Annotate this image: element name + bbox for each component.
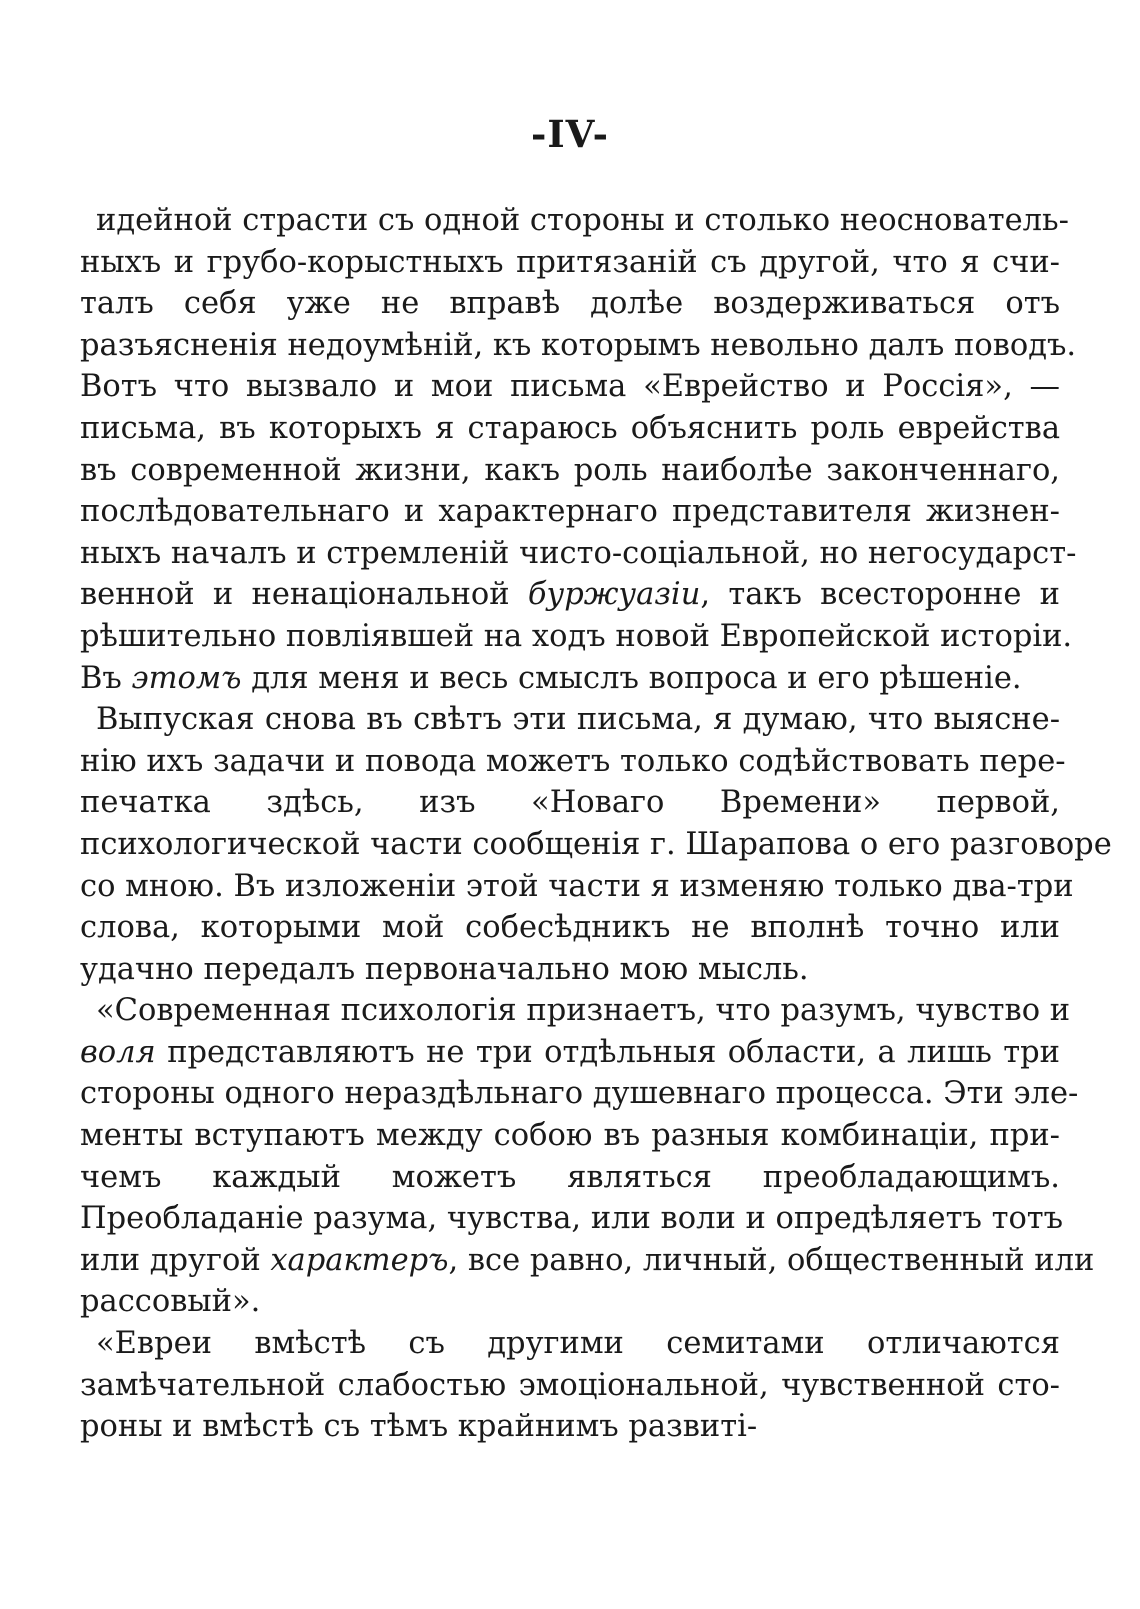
- text-line: стороны одного нераздѣльнаго душевнаго процесса. Эти эле-: [80, 1076, 1079, 1112]
- text-line: идейной страсти съ одной стороны и столько неоснователь-: [96, 203, 1069, 238]
- text-line: роны и вмѣстѣ съ тѣмъ крайнимъ развиті-: [80, 1409, 758, 1445]
- text-line: разъясненія недоумѣній, къ которымъ невольно далъ поводъ.: [80, 327, 1077, 363]
- italic-term: буржуазіи: [527, 577, 701, 613]
- text-line: рѣшительно повліявшей на ходъ новой Европейской исторіи.: [80, 618, 1073, 654]
- text-line: ныхъ началъ и стремленій чисто-соціальной, но негосударст-: [80, 535, 1077, 571]
- text-fragment: , такъ всесторонне и: [700, 577, 1060, 613]
- text-line: [80, 574, 1060, 616]
- text-line: ныхъ и грубо-корыстныхъ притязаній съ другой, что я счи-: [80, 244, 1060, 280]
- text-line: слова, которыми мой собесѣдникъ не вполнѣ точно или: [80, 910, 1060, 946]
- text-line: Вотъ что вызвало и мои письма «Еврейство и Россія», —: [80, 369, 1060, 405]
- text-line: рассовый».: [80, 1284, 261, 1320]
- text-line: замѣчательной слабостью эмоціональной, чувственной сто-: [80, 1367, 1060, 1403]
- text-line: печатка здѣсь, изъ «Новаго Времени» первой,: [80, 785, 1060, 821]
- text-line: нію ихъ задачи и повода можетъ только содѣйствовать пере-: [80, 743, 1066, 779]
- text-fragment: представляютъ не три отдѣльныя области, а лишь три: [155, 1034, 1060, 1070]
- text-fragment: или другой: [80, 1242, 271, 1278]
- text-line: талъ себя уже не вправѣ долѣе воздерживаться отъ: [80, 286, 1060, 322]
- text-line: послѣдовательнаго и характернаго представителя жизнен-: [80, 494, 1060, 530]
- text-fragment: венной и ненаціональной: [80, 577, 528, 613]
- text-line: письма, въ которыхъ я стараюсь объяснить роль еврейства: [80, 410, 1060, 446]
- text-line: [80, 658, 1060, 700]
- italic-term: воля: [80, 1034, 156, 1070]
- text-line: «Евреи вмѣстѣ съ другими семитами отличаются: [96, 1326, 1060, 1362]
- text-line: Выпуская снова въ свѣтъ эти письма, я думаю, что выясне-: [96, 702, 1060, 738]
- text-line: въ современной жизни, какъ роль наиболѣе законченнаго,: [80, 452, 1060, 488]
- text-line: [80, 1240, 1095, 1282]
- text-line: чемъ каждый можетъ являться преобладающимъ.: [80, 1159, 1060, 1195]
- italic-term: характеръ: [270, 1242, 449, 1278]
- text-line: менты вступаютъ между собою въ разныя комбинаціи, при-: [80, 1118, 1060, 1154]
- page-number: -IV-: [530, 112, 610, 156]
- text-line: со мною. Въ изложеніи этой части я изменяю только два-три: [80, 868, 1074, 904]
- text-fragment: для меня и весь смыслъ вопроса и его рѣшеніе.: [241, 660, 1022, 696]
- text-line: удачно передалъ первоначально мою мысль.: [80, 951, 809, 987]
- text-line: «Современная психологія признаетъ, что разумъ, чувство и: [96, 993, 1071, 1029]
- text-line: психологической части сообщенія г. Шарапова о его разговоре: [80, 826, 1112, 862]
- body-text: [80, 200, 1112, 1448]
- text-fragment: Въ: [80, 660, 132, 696]
- text-line: Преобладаніе разума, чувства, или воли и опредѣляетъ тотъ: [80, 1201, 1064, 1237]
- text-fragment: , все равно, личный, общественный или: [448, 1242, 1095, 1278]
- italic-term: этомъ: [131, 660, 242, 696]
- text-line: [80, 1032, 1060, 1074]
